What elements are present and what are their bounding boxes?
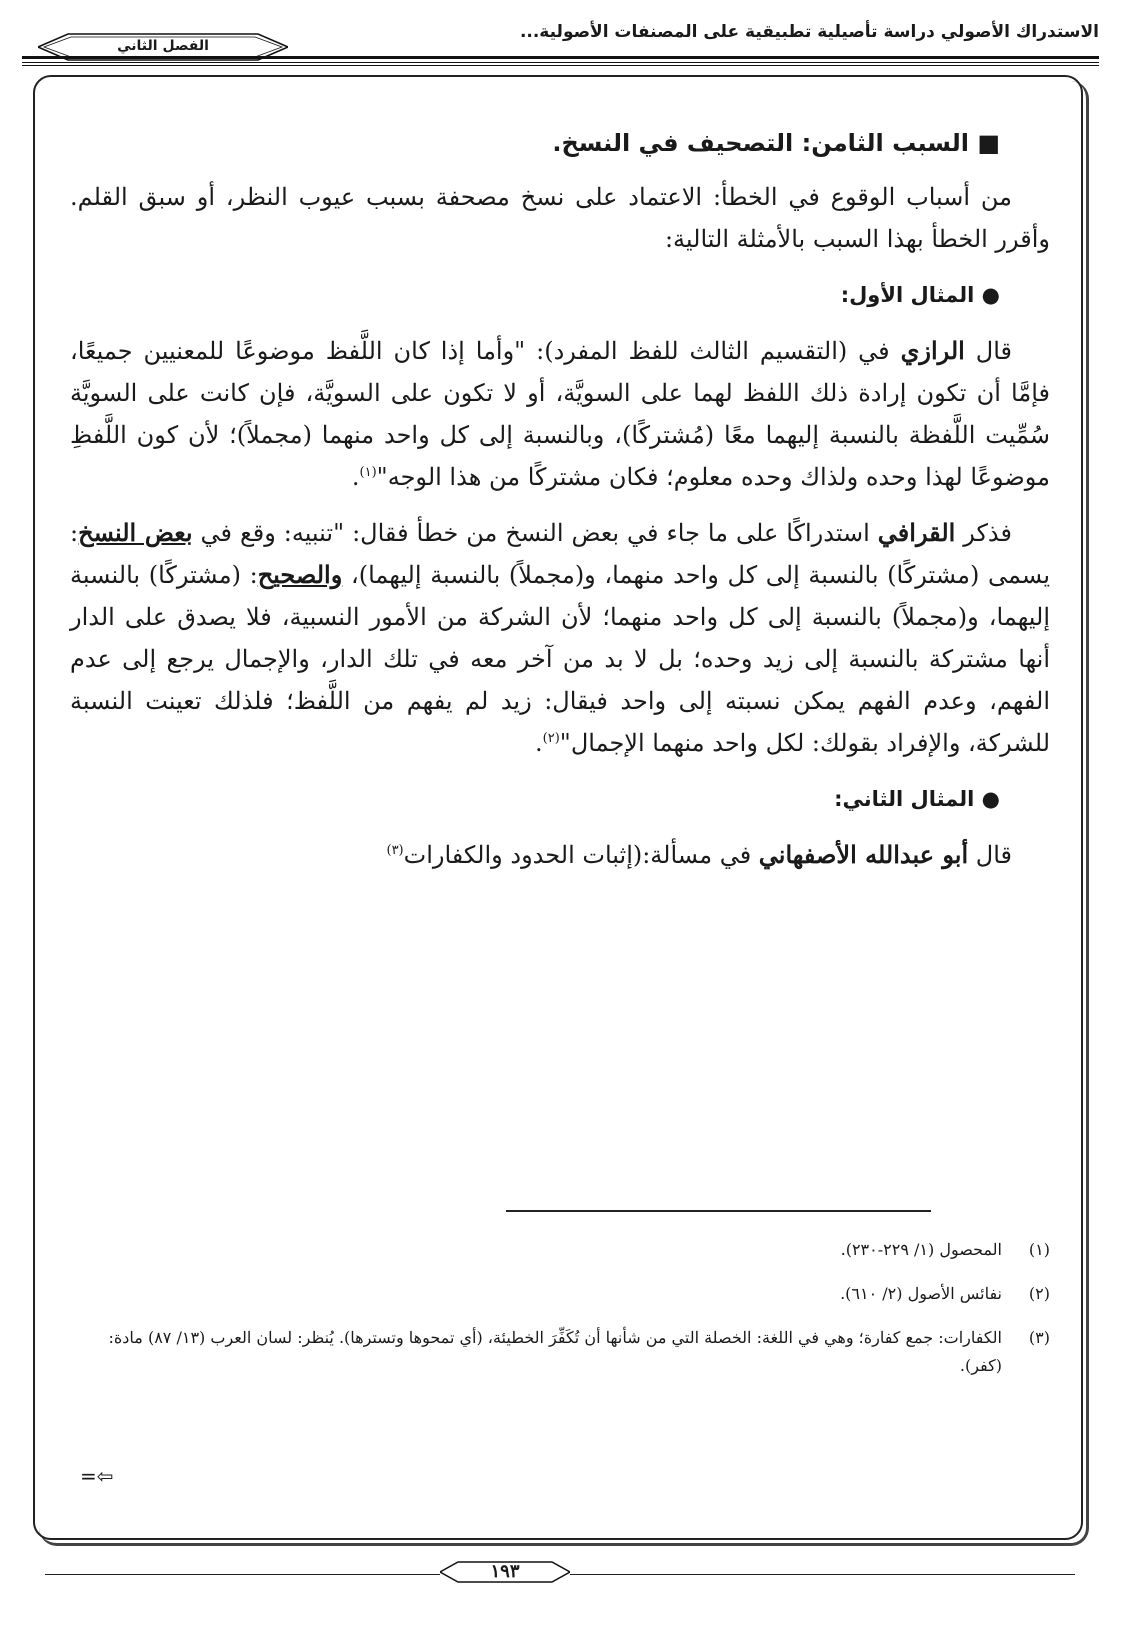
- continuation-arrow-icon: ⇦=: [80, 1464, 114, 1488]
- footnote-text: الكفارات: جمع كفارة؛ وهي في اللغة: الخصلة التي من شأنها أن تُكَفِّرَ الخطيئة، (أي تمحوها وتسترها). يُنظر: لسان العرب (١٣/ ٨٧) مادة: (كفر).: [108, 1328, 1002, 1375]
- page-number-badge: [440, 1560, 570, 1584]
- page-number: ١٩٣: [490, 1561, 520, 1582]
- footnote-text: المحصول (١/ ٢٢٩-٢٣٠).: [840, 1240, 1002, 1259]
- footnote-item: [70, 1324, 1050, 1380]
- example1-heading: ● المثال الأول:: [840, 283, 1000, 307]
- footer-rule-right: [570, 1574, 1075, 1575]
- scholar-name: أبو عبدالله الأصفهاني: [758, 840, 969, 869]
- header-rule-thick: [22, 56, 1099, 59]
- footer-rule-left: [45, 1574, 440, 1575]
- example2-paragraph1: قال أبو عبدالله الأصفهاني في مسألة:(إثبات الحدود والكفارات$^{(٣)}$: [386, 840, 1012, 869]
- footnote-number: (٢): [1028, 1284, 1050, 1303]
- header-rule-thin: [22, 62, 1099, 63]
- footnote-ref: (٢): [542, 731, 560, 746]
- book-title: الاستدراك الأصولي دراسة تأصيلية تطبيقية على المصنفات الأصولية...: [519, 22, 1099, 42]
- square-bullet-icon: ■: [977, 129, 1000, 157]
- example1-paragraph2: فذكر القرافي استدراكًا على ما جاء في بعض النسخ من خطأ فقال: "تنبيه: وقع في بعض النسخ: يسمى (مشتركًا) بالنسبة إلى كل واحد منهما، و(مجملاً) بالنسبة إليهما)، والصحيح: (مشتركًا) بالنسبة إليهما، و(مجملاً) بالنسبة إلى كل واحد منهما؛ لأن الشركة من الأمور النسبية، فلا يصدق على الدار أنها مشتركة بالنسبة إلى زيد وحده؛ بل لا بد من آخر معه في تلك الدار، والإجمال يرجع إلى عدم الفهم، وعدم الفهم يمكن نسبته إلى واحد فيقال: زيد لم يفهم من اللَّفظ؛ فلذلك تعينت النسبة للشركة، والإفراد بقولك: لكل واحد منهما الإجمال"$^{(٢)}$.: [70, 518, 1051, 757]
- underlined-term: والصحيح: [257, 560, 343, 589]
- underlined-term: بعض النسخ: [78, 518, 193, 547]
- example1-paragraph1: قال الرازي في (التقسيم الثالث للفظ المفرد): "وأما إذا كان اللَّفظ موضوعًا للمعنيين جميعًا، فإمَّا أن تكون إرادة ذلك اللفظ لهما على السويَّة، أو لا تكون على السويَّة، فإن كانت على السويَّة سُمِّيت اللَّفظة بالنسبة إليهما معًا (مُشتركًا)، وبالنسبة إلى كل واحد منهما (مجملاً)؛ لأن كون اللَّفظِ موضوعًا لهذا وحده ولذاك وحده معلوم؛ فكان مشتركًا من هذا الوجه"$^{(١)}$.: [70, 336, 1050, 491]
- footnote-item: [70, 1280, 1050, 1308]
- footnote-item: [70, 1236, 1050, 1264]
- footnote-separator: [506, 1210, 931, 1212]
- section-intro: من أسباب الوقوع في الخطأ: الاعتماد على نسخ مصحفة بسبب عيوب النظر، أو سبق القلم. وأقرر الخطأ بهذا السبب بالأمثلة التالية:: [70, 183, 1050, 253]
- scholar-name: الرازي: [900, 336, 965, 365]
- scholar-name: القرافي: [877, 518, 956, 547]
- round-bullet-icon: ●: [981, 283, 1000, 307]
- example2-heading: ● المثال الثاني:: [834, 787, 1000, 811]
- main-text: [70, 122, 1050, 890]
- footnote-number: (١): [1028, 1240, 1050, 1259]
- header-rule-thin-2: [22, 65, 1099, 66]
- footnote-ref: (١): [359, 465, 377, 480]
- round-bullet-icon: ●: [981, 787, 1000, 811]
- footnotes: [70, 1236, 1050, 1396]
- footnote-ref: (٣): [386, 843, 404, 858]
- chapter-label: الفصل الثاني: [117, 38, 209, 54]
- section-heading: ■ السبب الثامن: التصحيف في النسخ.: [552, 129, 1000, 157]
- footnote-number: (٣): [1028, 1328, 1050, 1347]
- footnote-text: نفائس الأصول (٢/ ٦١٠).: [840, 1284, 1002, 1303]
